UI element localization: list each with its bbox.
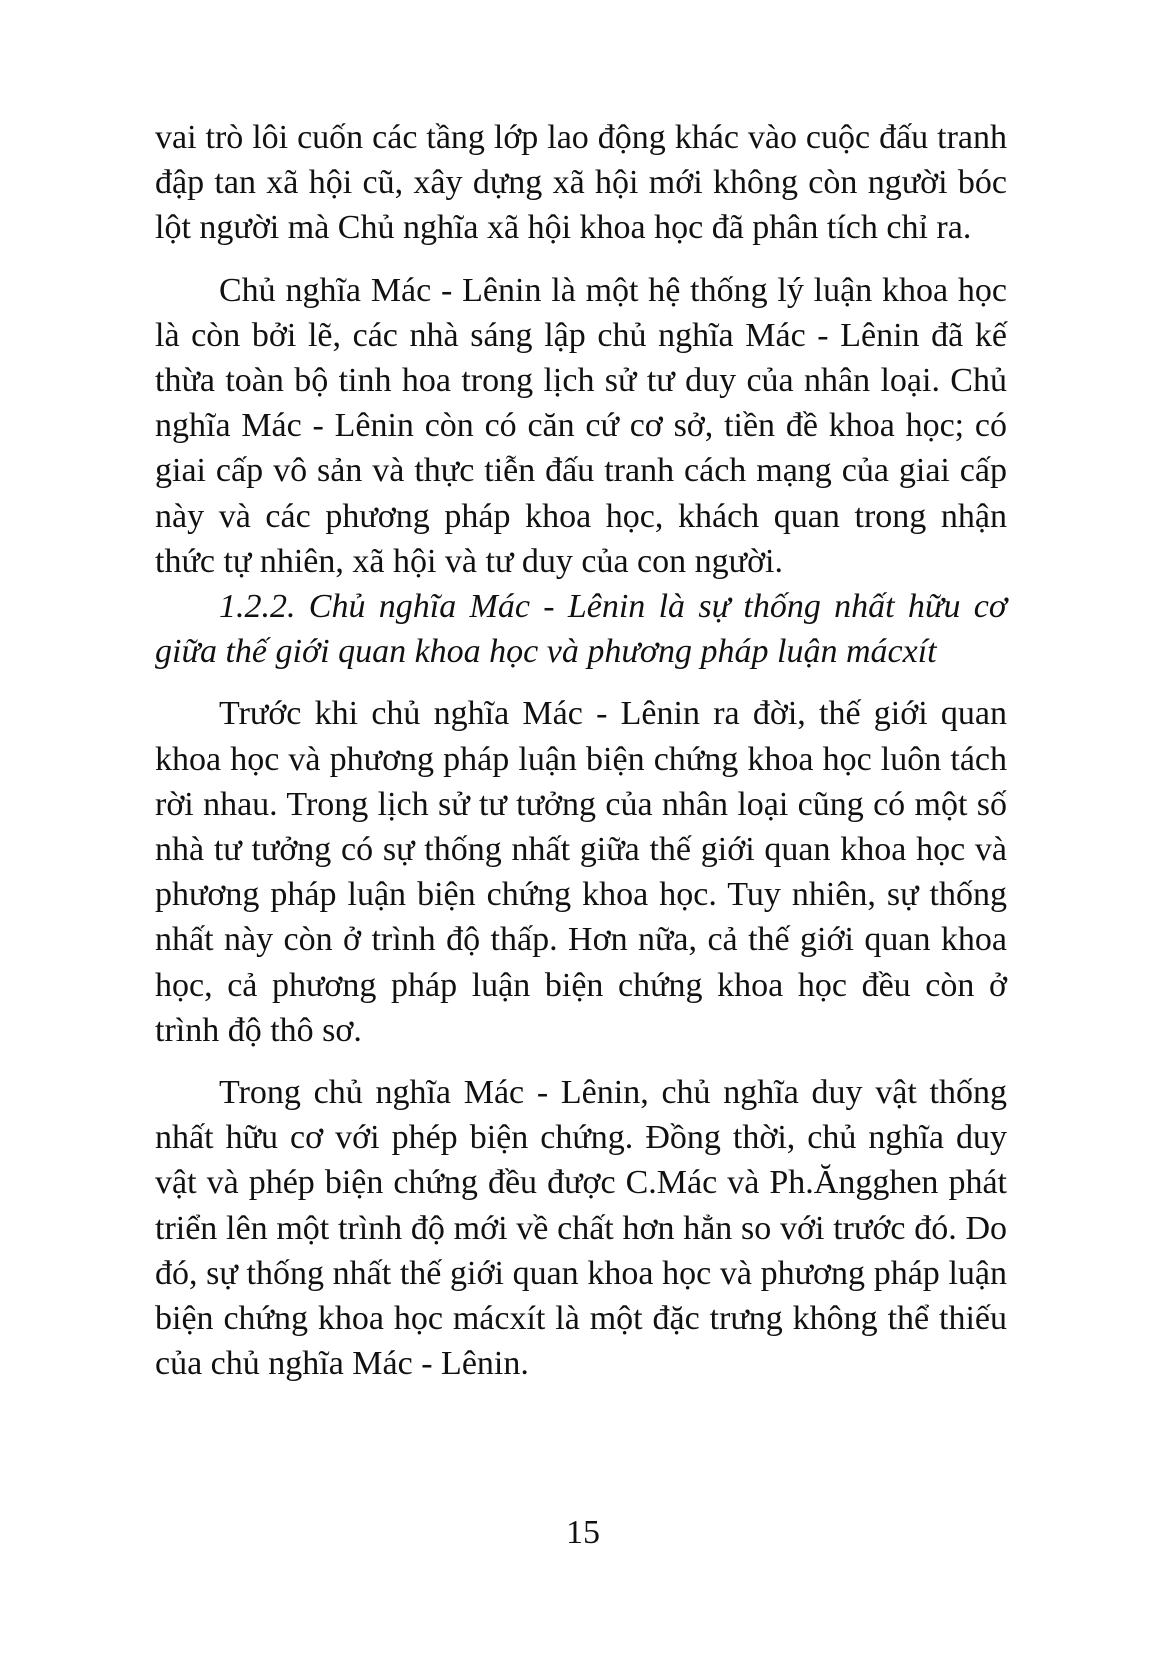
section-heading-1-2-2: 1.2.2. Chủ nghĩa Mác - Lênin là sự thống nhất hữu cơ giữa thế giới quan khoa học và phương pháp luận mácxít <box>155 588 1007 671</box>
paragraph-scientific-theory: Chủ nghĩa Mác - Lênin là một hệ thống lý luận khoa học là còn bởi lẽ, các nhà sáng lập chủ nghĩa Mác - Lênin đã kế thừa toàn bộ tinh hoa trong lịch sử tư duy của nhân loại. Chủ nghĩa Mác - Lênin còn có căn cứ cơ sở, tiền đề khoa học; có giai cấp vô sản và thực tiễn đấu tranh cách mạng của giai cấp này và các phương pháp khoa học, khách quan trong nhận thức tự nhiên, xã hội và tư duy của con người. <box>155 271 1007 580</box>
paragraph-in-marxism-leninism: Trong chủ nghĩa Mác - Lênin, chủ nghĩa duy vật thống nhất hữu cơ với phép biện chứng. Đồng thời, chủ nghĩa duy vật và phép biện chứng đều được C.Mác và Ph.Ăngghen phát triển lên một trình độ mới về chất hơn hẳn so với trước đó. Do đó, sự thống nhất thế giới quan khoa học và phương pháp luận biện chứng khoa học mácxít là một đặc trưng không thể thiếu của chủ nghĩa Mác - Lênin. <box>155 1074 1007 1383</box>
document-page <box>155 115 1007 1386</box>
page-number: 15 <box>566 1514 600 1551</box>
paragraph-continuation: vai trò lôi cuốn các tầng lớp lao động khác vào cuộc đấu tranh đập tan xã hội cũ, xây dựng xã hội mới không còn người bóc lột người mà Chủ nghĩa xã hội khoa học đã phân tích chỉ ra. <box>155 119 1007 247</box>
paragraph-before-marxism: Trước khi chủ nghĩa Mác - Lênin ra đời, thế giới quan khoa học và phương pháp luận biện chứng khoa học luôn tách rời nhau. Trong lịch sử tư tưởng của nhân loại cũng có một số nhà tư tưởng có sự thống nhất giữa thế giới quan khoa học và phương pháp luận biện chứng khoa học. Tuy nhiên, sự thống nhất này còn ở trình độ thấp. Hơn nữa, cả thế giới quan khoa học, cả phương pháp luận biện chứng khoa học đều còn ở trình độ thô sơ. <box>155 695 1007 1049</box>
